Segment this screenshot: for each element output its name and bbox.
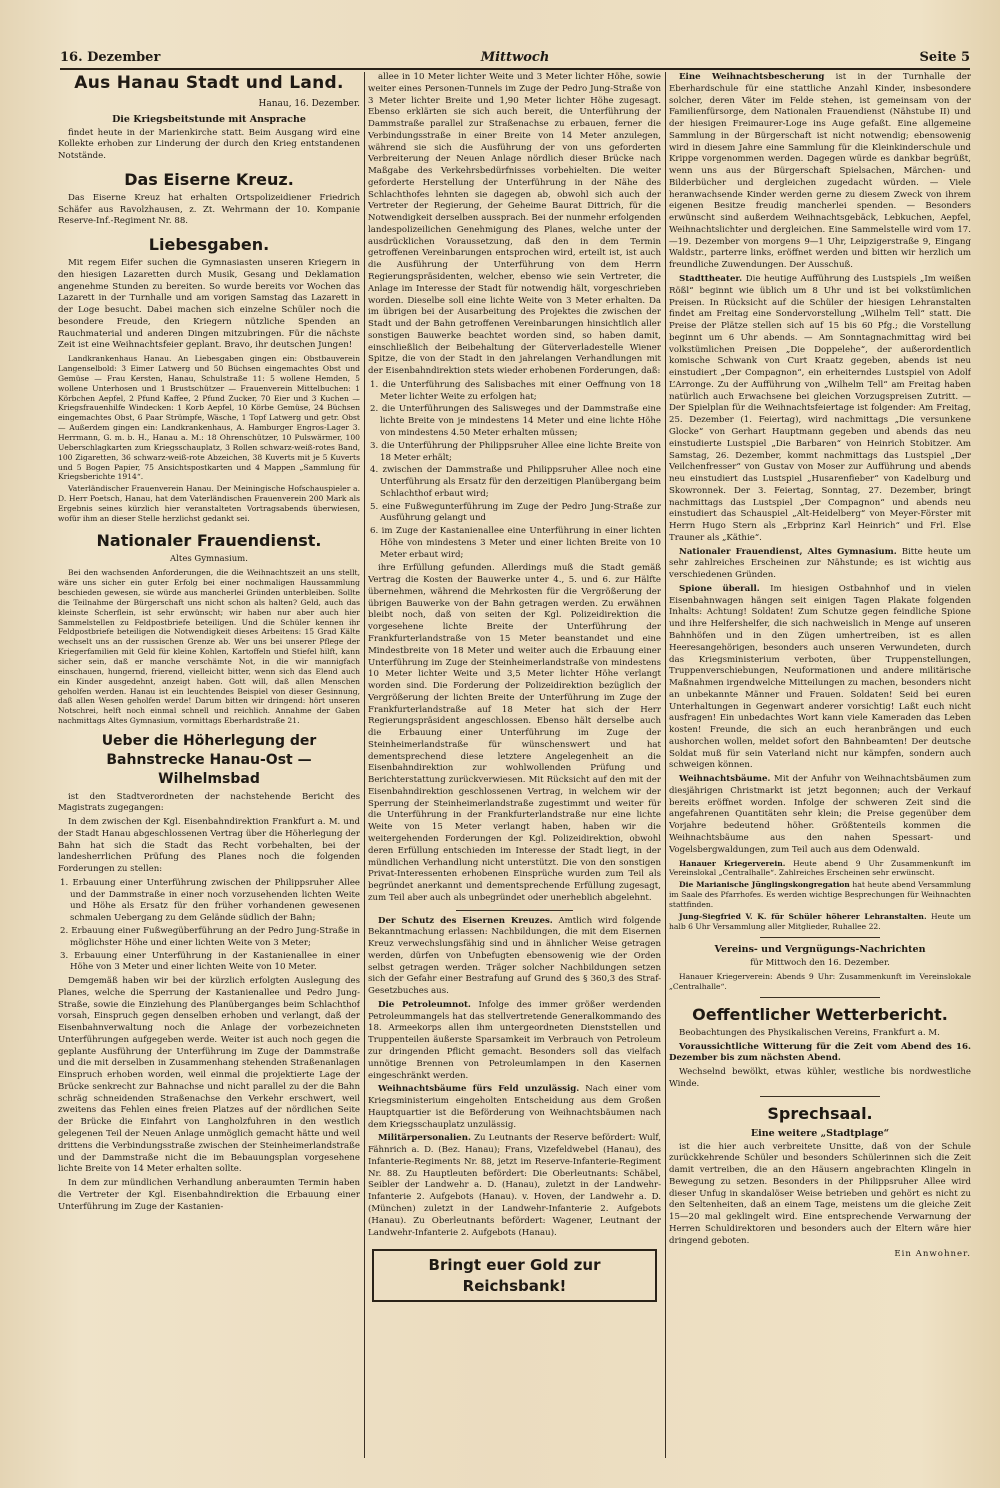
demands-list [58,878,360,974]
news-item [368,1084,661,1131]
news-item [669,912,971,932]
news-text: Heute abend 9 Uhr Zusammenkunft im Vereinslokal „Centralhalle“. Zahlreiches Erscheinen sehr erwünscht. [669,858,971,878]
news-text: hat heute abend Versammlung im Saale des Pfarrhofes. Es werden wichtige Besprechungen für Weihnachten stattfinden. [669,880,971,909]
article-text: Das Eiserne Kreuz hat erhalten Ortspolizeidiener Friedrich Schäfer aus Ravolzhausen, z. Zt. Wehrmann der 10. Kompanie Reserve-Inf.-Regiment Nr. 88. [58,192,360,227]
article-text: Wechselnd bewölkt, etwas kühler, westliche bis nordwestliche Winde. [669,1067,971,1089]
news-item [669,774,971,856]
news-heading: Militärpersonalien. [378,1133,471,1144]
section-subheading: für Mittwoch den 16. Dezember. [750,957,890,968]
news-text: Amtlich wird folgende Bekanntmachung erlassen: Nachbildungen, die mit dem Eisernen Kreuz verwechslungsfähig sind und in ähnlicher Weise getragen werden, dürfen von Unbefugten ebensowenig wie der Orden selbst getragen werden. Träger solcher Nachbildungen setzen sich der Gefahr einer Bestrafung auf Grund des § 360,3 des Straf-Gesetzbuches aus. [368,915,661,997]
article-heading: Nationaler Frauendienst. [96,530,322,550]
section-heading: Vereins- und Vergnügungs-Nachrichten [714,943,926,955]
news-item [368,1133,661,1239]
section-title: Aus Hanau Stadt und Land. [74,73,344,93]
article-text: Beobachtungen des Physikalischen Vereins, Frankfurt a. M. [679,1027,940,1038]
article-text: ihre Erfüllung gefunden. Allerdings muß die Stadt gemäß Vertrag die Kosten der Bauwerke unter 4., 5. und 6. zur Hälfte übernehmen, während die Mehrkosten für die Vergrößerung der übrigen Bauwerke von der Bahn getragen werden. Zu erwähnen bleibt noch, daß von seiten der Kgl. Polizeidirektion die vorgesehene lichte Breite der Unterführung der Frankfurterlandstraße von 15 Meter beanstandet und eine Mindestbreite von 18 Meter und weiter auch die Erbauung einer Unterführung im Zuge der Steinheimerlandstraße von mindestens 10 Meter lichter Weite und 3,5 Meter lichter Höhe verlangt worden sind. Die Forderung der Polizeidirektion bezüglich der Vergrößerung der lichten Breite der Unterführung im Zuge der Frankfurterlandstraße auf 18 Meter hat sich der Herr Regierungspräsident angeschlossen. Ebenso hält derselbe auch die Erbauung einer Unterführung im Zuge der Steinheimerlandstraße für wünschenswert und hat dementsprechend diese letztere Angelegenheit an die Eisenbahndirektion zur wohlwollenden Prüfung und Berichterstattung zurückverwiesen. Mit Rücksicht auf den mit der Eisenbahndirektion geschlossenen Vertrag, in welchem wir der Sperrung der Steinheimerlandstraße zugestimmt und weiter für die Unterführung in der Frankfurterlandstraße nur eine lichte Weite von 15 Meter verlangt haben, haben wir die weitergehenden Forderungen der Kgl. Polizeidirektion, obwohl deren Erfüllung entschieden im Interesse der Stadt liegt, in der mündlichen Verhandlung nicht unterstützt. Die von den sonstigen Privat-Interessenten erhobenen Einsprüche wurden zum Teil als begründet anerkannt und dementsprechende Erfüllung zugesagt, zum Teil aber auch als unbegründet oder unerheblich abgelehnt. [368,563,661,903]
news-text: Infolge des immer größer werdenden Petroleummangels hat das stellvertretende Generalkommando des 18. Armeekorps allen ihm untergeordneten Dienststellen und Truppenteilen äußerste Sparsamkeit im Verbrauch von Petroleum zur dringenden Pflicht gemacht. Besonders soll das vielfach unnötige Brennen von Petroleumlampen in den Kasernen eingeschränkt werden. [368,999,661,1081]
column-middle [368,72,661,1458]
sprechsaal-heading: Sprechsaal. [767,1103,873,1123]
article-text: allee in 10 Meter lichter Weite und 3 Meter lichter Höhe, sowie weiter eines Personen-Tunnels im Zuge der Pedro Jung-Straße von 3 Meter lichter Breite und 1,90 Meter lichter Höhe zugesagt. Ebenso erklärten sie sich auch bereit, die Unterführung der Dammstraße parallel zur Straßenachse zu erbauen, ferner die Verbindungsstraße in einer Breite von 14 Meter anzulegen, während sie sich die Ausführung der von uns geforderten Verbreiterung der Neuen Anlage nördlich dieser Brücke nach Maßgabe des Verkehrsbedürfnisses vorbehielten. Die weiter geforderte Herstellung der Unterführung in der Nähe des Schlachthofes lehnten sie dagegen ab, obwohl sich auch der Vertreter der Regierung, der Geheime Baurat Dittrich, für die Notwendigkeit derselben aussprach. Bei der nunmehr erfolgenden landespolizeilichen Genehmigung des Planes, welche unter der ausdrücklichen Voraussetzung, daß den in dem Termin getroffenen Vereinbarungen entsprochen wird, erteilt ist, ist auch die Ausführung der Unterführung von dem Herrn Regierungspräsidenten, welcher, ebenso wie sein Vertreter, die Anlage im Interesse der Stadt für notwendig hält, vorgeschrieben worden. Dieselbe soll eine lichte Weite von 3 Meter erhalten. Da im übrigen bei der Ausarbeitung des Projektes die zwischen der Stadt und der Bahn getroffenen Vereinbarungen hinsichtlich aller sonstigen Bauwerke beachtet worden sind, so haben damit, einschließlich der Beibehaltung der Güterverladestelle Wiener Spitze, die von der Stadt in den jahrelangen Verhandlungen mit der Eisenbahndirektion stets wieder erhobenen Forderungen, daß: [368,72,661,377]
news-text: ist in der Turnhalle der Eberhardschule für eine stattliche Anzahl Kinder, insbesondere solcher, deren Väter im Felde stehen, ist gemeinsam von der Familienfürsorge, dem Nationalen Frauendienst (Nähstube II) und der hiesigen Freimaurer-Loge ins Auge gefaßt. Eine allgemeine Sammlung in der Bürgerschaft ist nicht notwendig; ebensowenig wird in diesem Jahre eine Sammlung für die Kleinkinderschule und Krippe vorgenommen werden. Dagegen würde es dankbar begrüßt, wenn uns aus der Bürgerschaft Spielsachen, Märchen- und Bilderbücher und dergleichen zugedacht würden. — Viele heranwachsende Kinder werden gerne zu diesem Zweck von ihrem eigenen Besitze freudig mancherlei spenden. — Besonders erwünscht sind außerdem Weihnachtsgebäck, Lebkuchen, Aepfel, Weihnachtslichter und dergleichen. Eine Sammelstelle wird vom 17.—19. Dezember von morgens 9—1 Uhr, Leipzigerstraße 9, Eingang Waldstr., parterre links, eröffnet werden und bitten wir herzlich um freundliche Zuwendungen. Der Ausschuß. [669,72,971,271]
news-heading: Die Marianische Jünglingskongregation [679,880,850,890]
news-heading: Hanauer Kriegerverein. [679,858,786,868]
news-item [669,547,971,582]
news-text: Mit der Anfuhr von Weihnachtsbäumen zum diesjährigen Christmarkt ist jetzt begonnen; auch der Verkauf bereits eröffnet worden. Infolge der schweren Zeit sind die angefahrenen Quantitäten sehr klein; die Preise gegenüber dem Vorjahre bedeutend höher. Größtenteils kommen die Weihnachtsbäume aus den nahen Spessart- und Vogelsbergwaldungen, zum Teil auch aus dem Odenwald. [669,774,971,855]
article-text: Hanauer Kriegerverein: Abends 9 Uhr: Zusammenkunft im Vereinslokale „Centralhalle“. [669,972,971,992]
article-text: In dem zwischen der Kgl. Eisenbahndirektion Frankfurt a. M. und der Stadt Hanau abgeschlossenen Vertrag über die Höherlegung der Bahn hat sich die Stadt das Recht vorbehalten, bei der landesherrlichen Prüfung des Planes noch die folgenden Forderungen zu stellen: [58,817,360,875]
divider [760,937,881,938]
article-text: ist die hier auch verbreitete Unsitte, daß von der Schule zurückkehrende Schüler und besonders Schülerinnen sich die Zeit damit vertreiben, die an den Häusern angebrachten Klingeln in Bewegung zu setzen. Besonders in der Philippsruher Allee wird dieser Unfug in skandalöser Weise betrieben und gehört es nicht zu den Seltenheiten, daß an einem Tage, meistens um die gleiche Zeit 15—20 mal geklingelt wird. Eine entsprechende Verwarnung der Herren Schuldirektoren und besonders auch der Eltern wäre hier dringend geboten. [669,1141,971,1246]
article-heading: Ueber die Höherlegung der Bahnstrecke Hanau-Ost — Wilhelmsbad [101,733,317,788]
gold-appeal-box: Bringt euer Gold zur Reichsbank! [372,1249,657,1302]
list-item: 5. eine Fußwegunterführung im Zuge der Pedro Jung-Straße zur Ausführung gelangt und [370,501,661,524]
column-right [669,72,971,1458]
news-heading: Weihnachtsbäume fürs Feld unzulässig. [378,1084,580,1095]
list-item: 3. die Unterführung der Philippsruher Allee eine lichte Breite von 18 Meter erhält; [370,440,661,463]
article-text: Demgemäß haben wir bei der kürzlich erfolgten Auslegung des Planes, welche die Sperrung der Kastanienallee und Pedro Jung-Straße, sowie die Einziehung des Planüberganges beim Schlachthof vorsah, Einspruch gegen denselben erhoben und verlangt, daß der Eisenbahnverwaltung noch die Anlage der vorbezeichneten Unterführungen aufgegeben werde. Weiter ist auch noch gegen die geplante Ausführung der Unterführung im Zuge der Dammstraße und die mit derselben in Zusammenhang stehenden Straßenanlagen Einspruch erhoben worden, weil einmal die projektierte Lage der Brücke senkrecht zur Bahnachse und nicht parallel zu der die Bahn schräg schneidenden Straßenachse den Verkehr erschwert, weil zweitens das Fehlen eines freien Platzes auf der nördlichen Seite der Brücke die Einfahrt von Langholzfuhren in den westlich gelegenen Teil der Neuen Anlage unmöglich gemacht hätte und weil drittens die Verbindungsstraße zwischen der Steinheimerlandstraße und der Dammstraße nicht die im Bebauungsplan vorgesehene lichte Breite von 14 Meter erhalten sollte. [58,976,360,1175]
article-text: Mit regem Eifer suchen die Gymnasiasten unseren Kriegern in den hiesigen Lazaretten durch Musik, Gesang und Deklamation angenehme Stunden zu bereiten. So wurde bereits vor Wochen das Lazarett in der Turnhalle und am vorigen Samstag das Lazarett in der Loge besucht. Dabei machen sich einzelne Schüler noch die besondere Freude, den Kriegern nützliche Spenden an Rauchmaterial und anderen Dingen mitzubringen. Für die nächste Zeit ist eine Weihnachtsfeier geplant. Bravo, ihr deutschen Jungen! [58,258,360,351]
signature: Ein Anwohner. [894,1249,971,1260]
divider [760,997,881,998]
article-text: Bei den wachsenden Anforderungen, die die Weihnachtszeit an uns stellt, wäre uns sicher ein guter Erfolg bei einer nochmaligen Haussammlung beschieden gewesen, sie würde aus mancherlei Gründen unterbleiben. Sollte die Teilnahme der Bürgerschaft uns nicht schon als halten? Geld, auch das kleinste Scherflein, ist sehr erwünscht; wir haben nur aber auch hier Sammelstellen zu Feldpostbriefe beteiligen. Und die Schüler kennen ihr Feldpostbriefe beteiligen die Notwendigkeit dieses Arbeitens: 15 Grad Kälte wechselt uns an der russischen Grenze ab. Wer uns bei unserer Pflege der Kriegerfamilien mit Geld für kleine Kohlen, Kartoffeln und Stiefel hilft, kann sicher sein, daß er manche verschämte Not, in die wir mannigfach einschauen, hungernd, frierend, vielleicht bitter, wenn sich das Elend auch ein Kinder ausgedehnt, anzeigt haben. Gott will, daß allen Menschen geholfen werden. Hanau ist ein leuchtendes Beispiel von dieser Gesinnung, daß allen Wesen geholfen werde! Darum bitten wir dringend: hört unseren Notschrei, helft noch einmal schnell und reichlich. Annahme der Gaben nachmittags Altes Gymnasium, vormittags Eberhardstraße 21. [58,568,360,726]
news-item [368,1000,661,1082]
divider [760,1096,881,1097]
news-heading: Jung-Siegfried V. K. für Schüler höherer Lehranstalten. [679,911,927,921]
news-item [669,584,971,772]
news-item [669,72,971,272]
article-heading: Das Eiserne Kreuz. [124,169,294,189]
news-heading: Stadttheater. [679,274,743,285]
list-item: 2. Erbauung einer Fußwegüberführung an der Pedro Jung-Straße in möglichster Höhe und einer lichten Weite von 3 Meter; [60,925,360,948]
news-text: Zu Leutnants der Reserve befördert: Wulf, Fähnrich a. D. (Bez. Hanau); Frans, Vizefeldwebel (Hanau), des Infanterie-Regiments Nr. 88, jetzt im Reserve-Infanterie-Regiment Nr. 88. Zu Hauptleuten befördert: Die Oberleutnants: Schäbel, Seibler der Landwehr a. D. (Hanau), zuletzt in der Landwehr-Infanterie 2. Aufgebots (Hanau). v. Hoven, der Landwehr a. D. (München) zuletzt in der Landwehr-Infanterie 2. Aufgebots (Hanau). Zu Oberleutnants befördert: Wagener, Leutnant der Landwehr-Infanterie 2. Aufgebots (Hanau). [368,1133,661,1238]
news-text: Heute um halb 6 Uhr Versammlung aller Mitglieder, Ruhallee 22. [669,911,971,931]
page-header [60,46,970,70]
article-heading: Die Kriegsbeitstunde mit Ansprache [112,113,306,125]
divider [456,910,573,911]
demands-list [368,380,661,561]
article-text: Landkrankenhaus Hanau. An Liebesgaben gingen ein: Obstbauverein Langenselbold: 3 Eimer Latwerg und 50 Büchsen eingemachtes Obst und Gemüse — Frau Kersten, Hanau, Schulstraße 11: 5 wollene Hemden, 5 wollene Unterhosen und 1 Brustschützer — Frauenverein Mittelbuchen: 1 Körbchen Aepfel, 2 Pfund Kaffee, 2 Pfund Zucker, 70 Eier und 3 Kuchen — Kriegsfrauenhilfe Windecken: 1 Korb Aepfel, 10 Körbe Gemüse, 24 Büchsen eingemachtes Obst, 6 Paar Strümpfe, Wäsche, 1 Topf Latwerg und getr. Obst — Außerdem gingen ein: Landkrankenhaus, A. Hamburger Engros-Lager 3. Herrmann, G. m. b. H., Hanau a. M.: 18 Ohrenschützer, 10 Pulswärmer, 100 Ueberschlagkarten zum Kriegsschauplatz, 3 Rollen schwarz-weiß-rotes Band, 100 Zigaretten, 36 schwarz-weiß-rote Abzeichen, 38 Kuverts mit je 5 Kuverts und 5 Bogen Papier, 75 Ansichtspostkarten und 4 Mappen „Sammlung für Kriegsberichte 1914“. [58,354,360,482]
list-item: 3. Erbauung einer Unterführung in der Kastanienallee in einer Höhe von 3 Meter und einer lichten Weite von 10 Meter. [60,950,360,973]
article-heading: Liebesgaben. [148,235,270,255]
news-item [669,859,971,879]
column-left [58,72,360,1458]
header-weekday: Mittwoch [480,50,550,65]
news-heading: Nationaler Frauendienst, Altes Gymnasium. [679,546,897,557]
article-text: Vaterländischer Frauenverein Hanau. Der Meiningische Hofschauspieler a. D. Herr Poetsch, Hanau, hat dem Vaterländischen Frauenverein 200 Mark als Ergebnis seines kürzlich hier veranstalteten Vortragsabends überwiesen, wofür ihm an dieser Stelle herzlichst gedankt sei. [58,484,360,523]
news-item [368,916,661,998]
list-item: 6. im Zuge der Kastanienallee eine Unterführung in einer lichten Höhe von mindestens 3 Meter und einer lichten Breite von 10 Meter erbaut wird; [370,526,661,560]
news-heading: Weihnachtsbäume. [679,774,771,785]
list-item: 4. zwischen der Dammstraße und Philippsruher Allee noch eine Unterführung als Ersatz für den derzeitigen Planübergang beim Schlachthof erbaut wird; [370,465,661,499]
news-text: Im hiesigen Ostbahnhof und in vielen Eisenbahnwagen hängen seit einigen Tagen Plakate folgenden Inhalts: Achtung! Soldaten! Zum Schutze gegen feindliche Spione und ihre Helfershelfer, die sich nachweislich in Menge auf unseren Bahnhöfen und in den Zügen umhertreiben, ist es allen Heeresangehörigen, besonders auch unseren Verwundeten, durch das Kriegsministerium verboten, über Truppenstellungen, Truppenverschiebungen, Neuformationen und andere militärische Maßnahmen irgendwelche Mitteilungen zu machen, besonders nicht an unbekannte Männer und Frauen. Soldaten! Seid bei euren Unterhaltungen in Gegenwart anderer vorsichtig! Laßt euch nicht ausfragen! Ein unbedachtes Wort kann viele Kameraden das Leben kosten! Freunde, die sich an euch heranbrängen und euch aushorchen wollen, meldet sofort den Bahnbeamten! Der deutsche Soldat muß für sein Vaterland nicht nur kämpfen, sondern auch schweigen können. [669,583,971,771]
column-divider [364,72,365,1458]
weather-heading: Oeffentlicher Wetterbericht. [692,1004,948,1024]
news-text: Nach einer vom Kriegsministerium eingeholten Entscheidung aus dem Großen Hauptquartier ist die Beförderung von Weihnachtsbäumen nach dem Kriegsschauplatz unzulässig. [368,1084,661,1130]
news-heading: Der Schutz des Eisernen Kreuzes. [378,915,553,926]
column-divider [665,72,666,1458]
article-text: ist den Stadtverordneten der nachstehende Bericht des Magistrats zugegangen: [58,791,360,814]
list-item: 1. die Unterführung des Salisbaches mit einer Oeffnung von 18 Meter lichter Weite zu erfolgen hat; [370,379,661,402]
news-item [669,880,971,910]
article-text: In dem zur mündlichen Verhandlung anberaumten Termin haben die Vertreter der Kgl. Eisenbahndirektion die Erbauung einer Unterführung im Zuge der Kastanien- [58,1178,360,1212]
news-text: Bitte heute um sehr zahlreiches Erscheinen zur Nähstunde; es ist wichtig aus verschiedenen Gründen. [669,546,971,581]
list-item: 2. die Unterführungen des Salisweges und der Dammstraße eine lichte Breite von je mindestens 14 Meter und eine lichte Höhe von mindestens 4.50 Meter erhalten müssen; [370,404,661,438]
news-heading: Die Petroleumnot. [378,999,471,1010]
news-heading: Eine Weihnachtsbescherung [679,72,825,82]
header-date: 16. Dezember [60,50,161,65]
header-page-number: Seite 5 [919,50,970,65]
dateline: Hanau, 16. Dezember. [258,99,360,110]
list-item: 1. Erbauung einer Unterführung zwischen der Philippsruher Allee und der Dammstraße in einer noch vorzusehenden lichten Weite und Höhe als Ersatz für den früher vorhandenen gewesenen schmalen Uebergang zu dem Gelände südlich der Bahn; [60,877,360,924]
article-text: findet heute in der Marienkirche statt. Beim Ausgang wird eine Kollekte erhoben zur Linderung der durch den Krieg entstandenen Notstände. [58,127,360,162]
news-heading: Spione überall. [679,583,760,594]
news-text: Die heutige Aufführung des Lustspiels „Im weißen Rößl“ beginnt wie üblich um 8 Uhr und ist bei volkstümlichen Preisen. In Rücksicht auf die Schüler der hiesigen Lehranstalten findet am Freitag eine Sondervorstellung „Wilhelm Tell“ statt. Die Preise der Plätze stellen sich auf 15 bis 60 Pfg.; die Vorstellung beginnt um 6 Uhr abends. — Am Sonntagnachmittag wird bei volkstümlichen Preisen „Die Doppelehe“, der außerordentlich komische Schwank von Curt Kraatz gegeben, abends ist neu einstudiert „Der Compagnon“, ein erheiterndes Lustspiel von Adolf L’Arronge. Zu der Aufführung von „Wilhelm Tell“ am Freitag haben natürlich auch Erwachsene bei gleichen Vorzugspreisen Zutritt. — Der Spielplan für die Weihnachtsfeiertage ist folgender: Am Freitag, 25. Dezember (1. Feiertag), wird nachmittags „Die versunkene Glocke“ von Gerhart Hauptmann gegeben und abends das neu einstudierte Lustspiel „Die Barbaren“ von Heinrich Stobitzer. Am Samstag, 26. Dezember, kommt nachmittags das Lustspiel „Der Veilchenfresser“ von Gustav von Moser zur Aufführung und abends neu einstudiert das Lustspiel „Husarenfieber“ von Kadelburg und Skowronnek. Der 3. Feiertag, Sonntag, 27. Dezember, bringt nachmittags das Lustspiel „Der Compagnon“ und abends neu einstudiert das Schauspiel „Alt-Heidelberg“ von Meyer-Förster mit Herrn Hugo Stern als „Erbprinz Karl Heinrich“ und Frl. Else Trauner als „Käthie“. [669,274,971,543]
article-subheading: Eine weitere „Stadtplage“ [750,1127,890,1139]
article-text: Voraussichtliche Witterung für die Zeit vom Abend des 16. Dezember bis zum nächsten Abend. [669,1041,971,1064]
article-subheading: Altes Gymnasium. [170,553,248,564]
news-item [669,274,971,545]
